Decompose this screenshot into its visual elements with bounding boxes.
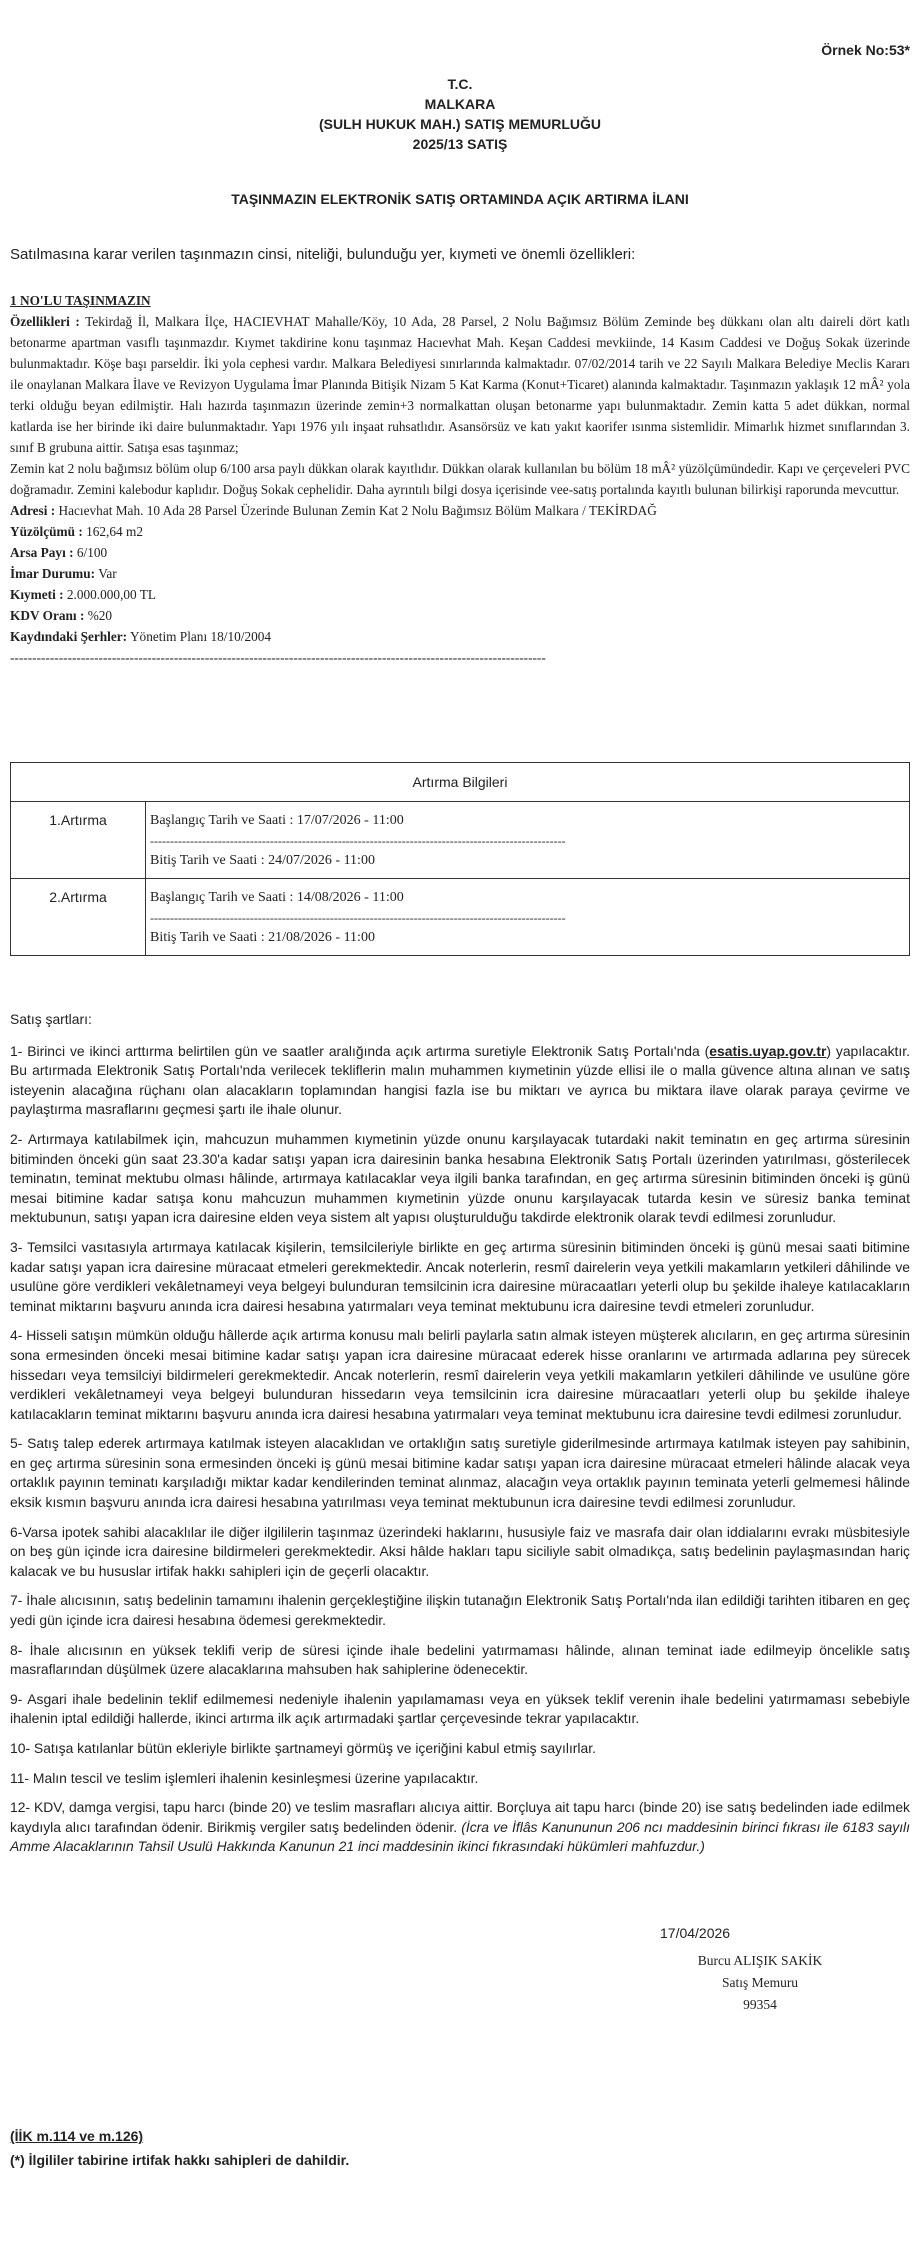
ornek-no: Örnek No:53* [821, 42, 910, 58]
address-value: Hacıevhat Mah. 10 Ada 28 Parsel Üzerinde Bulunan Zemin Kat 2 Nolu Bağımsız Bölüm Malkara / TEKİRDAĞ [58, 503, 657, 518]
signature-title: Satış Memuru [721, 1975, 799, 1990]
auction-end: Bitiş Tarih ve Saati : 24/07/2026 - 11:00 [150, 853, 375, 868]
condition-6: 6-Varsa ipotek sahibi alacaklılar ile diğer ilgililerin taşınmaz üzerindeki haklarını, hususiyle faiz ve masrafa dair olan iddialarını evrakı müsbitesiyle on beş gün içinde icra dairesine bildirmeleri gerekmektedir. Aksi hâlde hakları tapu siciliyle sabit olmadıkça, satış bedelinin paylaşmasından hariç kalacak ve bu hususlar irtifak hakkı sahipleri için de geçerli olacaktır. [10, 1523, 910, 1579]
share-label: Arsa Payı : [10, 545, 74, 560]
sale-conditions [10, 1010, 910, 1867]
auction-dates [146, 879, 910, 956]
property-features [10, 311, 910, 458]
auction-info-table [10, 762, 910, 956]
auction-end: Bitiş Tarih ve Saati : 21/08/2026 - 11:00 [150, 930, 375, 945]
property-area [10, 521, 910, 542]
property-heading: 1 NO'LU TAŞINMAZIN [10, 293, 151, 308]
auction-start: Başlangıç Tarih ve Saati : 14/08/2026 - 11:00 [150, 890, 404, 905]
auction-table-title: Artırma Bilgileri [11, 763, 910, 802]
conditions-label: Satış şartları: [10, 1011, 92, 1027]
area-value: 162,64 m2 [86, 524, 143, 539]
condition-8: 8- İhale alıcısının en yüksek teklifi verip de süresi içinde ihale bedelini yatırmaması hâlinde, alınan teminat iade edilmeyip öncelikle satış masraflarından düşülmek üzere alacaklarına mahsuben hak sahiplerine ödenecektir. [10, 1641, 910, 1678]
condition-12-italic: (İcra ve İflâs Kanununun 206 ncı maddesinin birinci fıkrası ile 6183 sayılı Amme Alacaklarının Tahsil Usulü Hakkında Kanunun 21 inci maddesinin ikinci fıkrasındaki hükümleri mahfuzdur.) [10, 1818, 910, 1855]
property-features-2: Zemin kat 2 nolu bağımsız bölüm olup 6/100 arsa paylı dükkan olarak kayıtlıdır. Dükkan olarak kullanılan bu bölüm 18 mÂ² yüzölçümündedir. Kapı ve çerçeveleri PVC doğramadır. Zemini kalebodur kaplıdır. Doğuş Sokak cephelidir. Daha ayrıntılı bilgi dosya içerisinde vee-satış portalında kayıtlı bulunan bilirkişi raporunda mevcuttur. [10, 461, 910, 497]
features-text: Tekirdağ İl, Malkara İlçe, HACIEVHAT Mahalle/Köy, 10 Ada, 28 Parsel, 2 Nolu Bağımsız Bölüm Zeminde beş dükkanı olan altı daireli dört katlı betonarme apartman vasıflı taşınmazdır. Kıymet takdirine konu taşınmaz Hacıevhat Mah. Keşan Caddesi mevkiinde, 14 Kasım Caddesi ve Doğuş Sokak üzerinde bulunmaktadır. Köşe başı parseldir. İki yola cephesi vardır. Malkara Belediyesi sınırlarında kalmaktadır. 07/02/2014 tarih ve 22 Sayılı Malkara Belediye Meclis Kararı ile onaylanan Malkara İlave ve Revizyon Uygulama İmar Planında Bitişik Nizam 5 Kat Karma (Konut+Ticaret) alanında kalmaktadır. Taşınmazın yaklaşık 12 mÂ² yola terki olduğu beyan edilmiştir. Halı hazırda taşınmazın üzerinde zemin+3 normalkattan oluşan betonarme yapı bulunmaktadır. Zemin katta 5 adet dükkan, normal katlarda ise her birinde iki daire bulunmaktadır. Yapı 1976 yılı inşaat ruhsatlıdır. Asansörsüz ve katı yakıt kaorifer ısınma sistemlidir. Mimarlık hizmet sınıflarından 3. sınıf B grubuna aittir. Satışa esas taşınmaz; [10, 314, 910, 455]
condition-5: 5- Satış talep ederek artırmaya katılmak isteyen alacaklıdan ve ortaklığın satış suretiyle giderilmesinde artırmaya katılmak isteyen pay sahibinin, en geç artırma süresinin sona ermesinden önceki iş günü mesai bitimine kadar satışı yapan icra dairesine müracaat etmeleri hâlinde alacak veya ortaklık payının teminatı karşıladığı miktar kadar kendilerinden teminat alınmaz, alacağın veya ortaklık payının teminata yeterli gelmemesi hâlinde eksik kısmın başvuru anında icra dairesi hesabına yatırılması veya teminat mektubunun icra dairesine tevdi edilmesi zorunludur. [10, 1435, 910, 1511]
header-file-no: 2025/13 SATIŞ [412, 136, 508, 152]
auction-no: 2.Artırma [11, 879, 146, 956]
table-row [11, 879, 910, 956]
annotations-value: Yönetim Planı 18/10/2004 [129, 629, 272, 644]
condition-3: 3- Temsilci vasıtasıyla artırmaya katılacak kişilerin, temsilcileriyle birlikte en geç artırma süresinin bitiminden önceki iş günü mesai saati bitimine kadar satışı yapan icra dairesine müracaat etmeleri gerekmektedir. Ancak noterlerin, resmî dairelerin veya yetkili makamların yetkileri dâhilinde ve usulüne göre verdikleri vekâletnameyi veya belgeyi bulunduran temsilcinin icra dairesine müracaatları yeterli olup bu şekilde ihaleye katılacakların teminat miktarını başvuru anında icra dairesi hesabına yatırmaları veya teminat mektubunu icra dairesine tevdi etmeleri zorunludur. [10, 1238, 910, 1314]
property-section [10, 290, 910, 668]
signature-number: 99354 [743, 1997, 777, 2012]
value-amount: 2.000.000,00 TL [66, 587, 157, 602]
esatis-link[interactable]: esatis.uyap.gov.tr [709, 1042, 827, 1059]
condition-11: 11- Malın tescil ve teslim işlemleri ihalenin kesinleşmesi üzerine yapılacaktır. [10, 1769, 479, 1786]
footer-notes [10, 2124, 349, 2172]
value-label: Kıymeti : [10, 587, 64, 602]
vat-value: %20 [87, 608, 113, 623]
auction-start: Başlangıç Tarih ve Saati : 17/07/2026 - 11:00 [150, 813, 404, 828]
auction-dates [146, 802, 910, 879]
share-value: 6/100 [76, 545, 108, 560]
signature-date: 17/04/2026 [660, 1925, 731, 1941]
header-office: (SULH HUKUK MAH.) SATIŞ MEMURLUĞU [318, 116, 602, 132]
document-header [10, 74, 910, 154]
property-vat [10, 605, 910, 626]
auction-no: 1.Artırma [11, 802, 146, 879]
area-label: Yüzölçümü : [10, 524, 83, 539]
header-city: MALKARA [424, 96, 496, 112]
address-label: Adresi : [10, 503, 56, 518]
condition-2: 2- Artırmaya katılabilmek için, mahcuzun muhammen kıymetinin yüzde onunu karşılayacak tutardaki nakit teminatın en geç artırma süresinin bitiminden önceki gün saat 23.30'a kadar satışı yapan icra dairesinin banka hesabına Elektronik Satış Portalı üzerinden yatırılması, gösterilecek teminatın, teminat mektubu olması hâlinde, artırmaya katılacaklar veya ilgili banka tarafından, en geç artırma süresinin bitiminden önceki iş günü mesai bitimine kadar satışa konu mahcuzun muhammen kıymetinin yüzde onunu karşılayacak tutarda kesin ve süresiz banka teminat mektubunun, satışı yapan icra dairesine elden veya sistem alt yapısı oluşturulduğu takdirde elektronik olarak tevdi edilmesi zorunludur. [10, 1130, 910, 1226]
property-zoning [10, 563, 910, 584]
intro-text: Satılmasına karar verilen taşınmazın cinsi, niteliği, bulunduğu yer, kıymeti ve önemli özellikleri: [10, 246, 636, 263]
announcement-title: TAŞINMAZIN ELEKTRONİK SATIŞ ORTAMINDA AÇIK ARTIRMA İLANI [231, 191, 689, 207]
condition-12 [10, 1798, 910, 1857]
condition-4: 4- Hisseli satışın mümkün olduğu hâllerde açık artırma konusu malı belirli paylarla satın almak isteyen müşterek alıcıların, en geç artırma süresinin sona ermesinden önceki mesai bitimine kadar satışı yapan icra dairesine müracaat ederek hisse oranlarını ve artırmada adlarına pey sürecek hissedarı veya temsilciyi bildirmeleri gerekmektedir. Ancak noterlerin, resmî dairelerin veya yetkili makamların yetkileri dâhilinde ve usulüne göre verdikleri vekâletnameyi veya belgeyi bulunduran hissedarın veya temsilcinin icra dairesine müracaatları yeterli olup bu şekilde ihaleye katılacakların teminat miktarını başvuru anında icra dairesi hesabına yatırmaları veya teminat mektubunu icra dairesine tevdi edilmesi zorunludur. [10, 1327, 910, 1422]
auction-date-separator: -------------------------------------------------------------------------------------------------------- [150, 911, 566, 925]
annotations-label: Kaydındaki Şerhler: [10, 629, 128, 644]
auction-date-separator: -------------------------------------------------------------------------------------------------------- [150, 834, 566, 848]
condition-1-text-a: 1- Birinci ve ikinci arttırma belirtilen gün ve saatler aralığında açık artırma suretiyle Elektronik Satış Portalı'nda ( [10, 1042, 710, 1059]
footer-law-reference: (İİK m.114 ve m.126) [10, 2128, 144, 2144]
zoning-value: Var [98, 566, 117, 581]
property-separator: ------------------------------------------------------------------------------------------------------------------------- [10, 650, 546, 665]
condition-9: 9- Asgari ihale bedelinin teklif edilmemesi nedeniyle ihalenin yapılamaması veya en yüksek teklif verenin ihale bedelini yatırmaması sebebiyle ihalenin iptal edildiği hallerde, ikinci artırma ilk açık artırmadaki şartlar çerçevesinde tekrar yapılacaktır. [10, 1690, 910, 1727]
vat-label: KDV Oranı : [10, 608, 85, 623]
footer-note: (*) İlgililer tabirine irtifak hakkı sahipleri de dahildir. [10, 2152, 350, 2168]
signature-name: Burcu ALIŞIK SAKİK [697, 1953, 823, 1968]
property-annotations [10, 626, 910, 647]
header-tc: T.C. [447, 76, 473, 92]
condition-1 [10, 1042, 910, 1120]
property-share [10, 542, 910, 563]
condition-1-text-b: ) yapılacaktır. Bu artırmada Elektronik Satış Portalı'nda verilecek tekliflerin malın muhammen kıymetinin yüzde ellisi ile o malla güvence altına alınan ve satış isteyenin alacağına rüçhanı olan alacakların toplamından hangisi fazla ise bu miktarı ve ayrıca bu miktara ilave olarak paraya çevirme ve paylaştırma masraflarını geçmesi şartı ile ihale olunur. [10, 1042, 910, 1118]
property-value [10, 584, 910, 605]
table-row [11, 802, 910, 879]
condition-12-text: 12- KDV, damga vergisi, tapu harcı (binde 20) ve teslim masrafları alıcıya aittir. Borçluya ait tapu harcı (binde 20) ise satış bedelinden iade edilmek kaydıyla alıcı tarafından ödenir. Birikmiş vergiler satış bedelinden ödenir. [10, 1799, 910, 1835]
condition-10: 10- Satışa katılanlar bütün ekleriyle birlikte şartnameyi görmüş ve içeriğini kabul etmiş sayılırlar. [10, 1740, 596, 1756]
condition-7: 7- İhale alıcısının, satış bedelinin tamamını ihalenin gerçekleştiğine ilişkin tutanağın Elektronik Satış Portalı'nda ilan edildiği tarihten itibaren en geç yedi gün içinde icra dairesi hesabına ödemesi gerekmektedir. [10, 1592, 910, 1629]
property-address [10, 500, 910, 521]
zoning-label: İmar Durumu: [10, 566, 96, 581]
signature-block [610, 1925, 910, 2016]
features-label: Özellikleri : [10, 314, 80, 329]
